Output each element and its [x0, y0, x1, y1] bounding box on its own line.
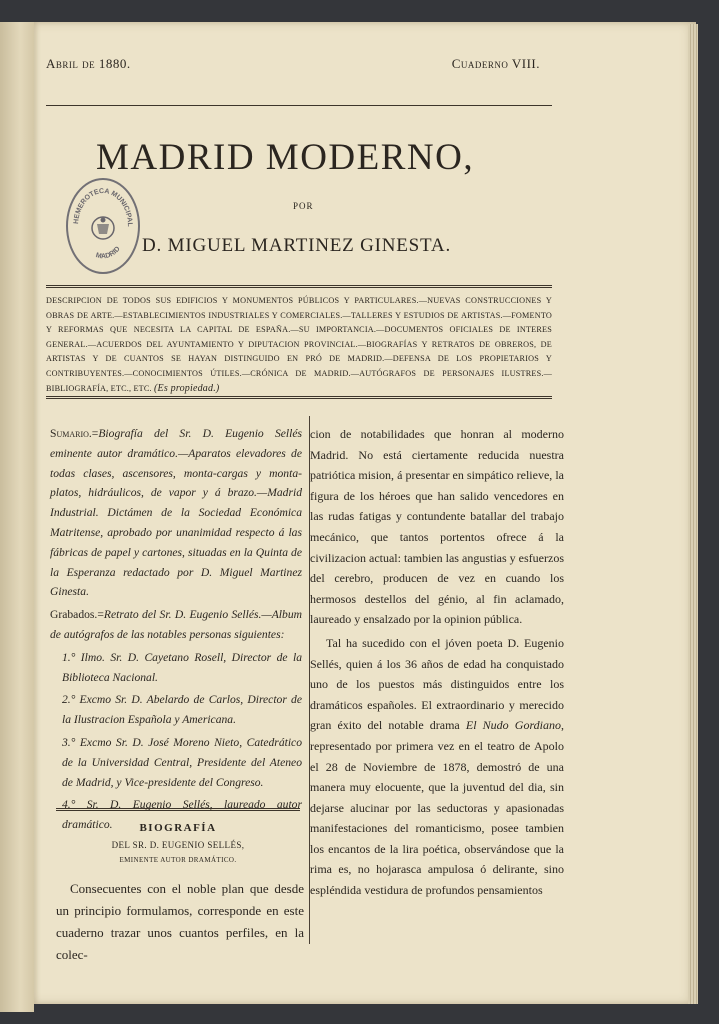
right-column	[310, 424, 564, 904]
header-rule	[46, 105, 552, 106]
right-paragraph-2-b: , representado por primera vez en el teatro de Apolo el 28 de Noviembre de 1878, demostró de una manera muy elocuente, que la juventud del dia, sin dejarse alucinar por las seductoras y apasionadas manifestaciones del romanticismo, posee tambien los encantos de la lira poética, observándose que la rima es, no hojarasca ampulosa ó delirante, sino espléndida vestidura de profundos pensamientos	[310, 718, 564, 898]
biography-subtitle: DEL SR. D. EUGENIO SELLÉS,	[111, 840, 245, 850]
grabado-item: 3.° Excmo Sr. D. José Moreno Nieto, Catedrático de la Universidad Central, Presidente del Ateneo de Madrid, y Vice-presidente del Congreso.	[62, 735, 302, 789]
biography-rule	[56, 808, 300, 811]
biography-body: Consecuentes con el noble plan que desde un principio formulamos, corresponde en este cuaderno trazar unos cuantos perfiles, en la colec-	[56, 881, 304, 962]
drama-title: El Nudo Gordiano	[465, 718, 561, 733]
header-issue: Cuaderno VIII.	[451, 56, 540, 71]
grabado-item: 1.° Ilmo. Sr. D. Cayetano Rosell, Director de la Biblioteca Nacional.	[62, 650, 302, 684]
svg-text:MADRID: MADRID	[94, 245, 122, 261]
page-edges	[688, 24, 698, 1004]
library-stamp	[66, 178, 140, 274]
header-date: Abril de 1880.	[46, 56, 131, 71]
biography-subtitle-2: EMINENTE AUTOR DRAMÁTICO.	[119, 856, 237, 864]
title-rule-bottom	[46, 285, 552, 288]
svg-text:HEMEROTECA MUNICIPAL: HEMEROTECA MUNICIPAL	[72, 187, 134, 227]
por-label: POR	[293, 201, 314, 211]
grabados-label: Grabados.=	[50, 608, 104, 622]
grabados-text: Retrato del Sr. D. Eugenio Sellés.—Album de autógrafos de las notables personas siguientes:	[50, 608, 302, 641]
left-column	[50, 424, 302, 838]
grabado-item: 4.° Sr. D. Eugenio Sellés, laureado autor dramático.	[62, 798, 302, 832]
grabado-item: 2.° Excmo Sr. D. Abelardo de Carlos, Director de la Ilustracion Española y Americana.	[62, 693, 302, 727]
publication-title: MADRID MODERNO,	[96, 137, 475, 178]
description-rule	[46, 396, 552, 399]
book-binding-left	[0, 22, 34, 1012]
right-paragraph-1: cion de notabilidades que honran al moderno Madrid. No está ciertamente reducida nuestra patriótica mision, á presentar en simpático relieve, la figura de los héroes que han salido vencedores en las rudas fatigas y contundente batallar del trabajo mecánico, que tantos portentos ofrece á la civilizacion actual: tambien las angustias y esfuerzos del cerebro, producen de vez en cuando los hermosos destellos del génio, al fin aclamado, laureado y ensalzado por la opinion pública.	[310, 427, 564, 627]
page-header	[46, 56, 540, 78]
right-paragraph-2	[310, 633, 564, 901]
right-paragraph-2-a: Tal ha sucedido con el jóven poeta D. Eugenio Sellés, quien á los 36 años de edad ha conquistado uno de los puestos más distinguidos entre los dramáticos españoles. El extraordinario y merecido gran éxito del notable drama	[310, 635, 564, 733]
sumario-label: Sumario.=	[50, 427, 99, 440]
stamp-seal-icon	[68, 180, 138, 272]
author-name: D. MIGUEL MARTINEZ GINESTA.	[142, 235, 452, 256]
biography-title: BIOGRAFÍA	[139, 822, 217, 834]
publication-description	[46, 294, 552, 396]
description-text: DESCRIPCION DE TODOS SUS EDIFICIOS Y MONUMENTOS PÚBLICOS Y PARTICULARES.—NUEVAS CONSTRUCCIONES Y OBRAS DE ARTE.—ESTABLECIMIENTOS INDUSTRIALES Y COMERCIALES.—TALLERES Y ESTUDIOS DE ARTISTAS.—FOMENTO Y REFORMAS QUE NECESITA LA CAPITAL DE ESPAÑA.—SU IMPORTANCIA.—DOCUMENTOS OFICIALES DE INTERES GENERAL.—ACUERDOS DEL AYUNTAMIENTO Y DIPUTACION PROVINCIAL.—BIOGRAFÍAS Y RETRATOS DE OBREROS, DE ARTISTAS Y DE CUANTOS SE HAYAN DISTINGUIDO EN PRÓ DE MADRID.—DEFENSA DE LOS PROPIETARIOS Y CONTRIBUYENTES.—CONOCIMIENTOS ÚTILES.—CRÓNICA DE MADRID.—AUTÓGRAFOS DE PERSONAJES ILUSTRES.—BIBLIOGRAFÍA, ETC., ETC.	[46, 296, 552, 393]
sumario-text: Biografía del Sr. D. Eugenio Sellés eminente autor dramático.—Aparatos elevadores de todas clases, ascensores, monta-cargas y monta-platos, hidráulicos, de vapor y á brazo.—Madrid Industrial. Dictámen de la Sociedad Económica Matritense, aprobado por unanimidad respecto á las fábricas de papel y cartones, situadas en la Quinta de la Esperanza redactado por D. Miguel Martinez Ginesta.	[50, 427, 302, 599]
property-note: (Es propiedad.)	[154, 382, 220, 394]
